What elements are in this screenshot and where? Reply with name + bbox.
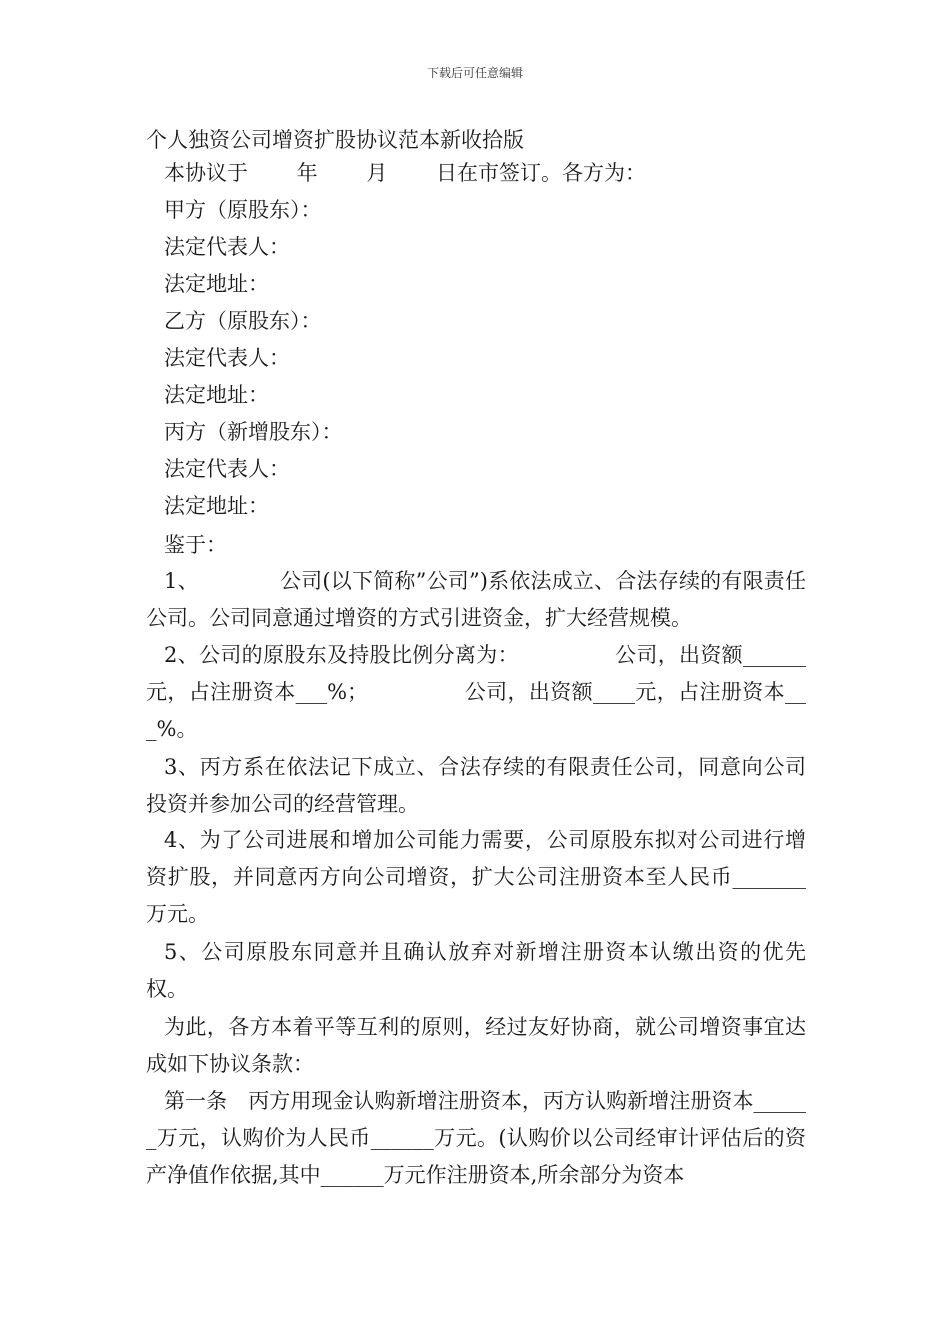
- article-1-paragraph: 第一条 丙方用现金认购新增注册资本，丙方认购新增注册资本______万元，认购价为人民币______万元。(认购价以公司经审计评估后的资产净值作依据,其中______万元作注册资本,所余部分为资本: [146, 1089, 806, 1187]
- whereas-heading: 鉴于：: [164, 533, 227, 557]
- party-a-address: 法定地址：: [164, 272, 269, 296]
- intro-line: 本协议于 年 月 日在市签订。各方为：: [164, 161, 647, 185]
- page-header-note: 下载后可任意编辑: [426, 66, 523, 80]
- party-b-representative: 法定代表人：: [164, 346, 290, 370]
- party-c-label: 丙方（新增股东）：: [164, 420, 343, 444]
- party-a-representative: 法定代表人：: [164, 235, 290, 259]
- party-b-address: 法定地址：: [164, 383, 269, 407]
- party-a-label: 甲方（原股东）：: [164, 198, 322, 222]
- whereas-item-2: 2、公司的原股东及持股比例分离为： 公司，出资额______元，占注册资本___%； 公司，出资额____元，占注册资本___%。: [146, 643, 806, 741]
- conclusion-paragraph: 为此，各方本着平等互利的原则，经过友好协商，就公司增资事宜达成如下协议条款：: [146, 1015, 806, 1076]
- document-title: 个人独资公司增资扩股协议范本新收拾版: [146, 128, 524, 152]
- party-c-address: 法定地址：: [164, 494, 269, 518]
- party-b-label: 乙方（原股东）：: [164, 309, 322, 333]
- whereas-item-1: 1、 公司(以下简称”公司”)系依法成立、合法存续的有限责任公司。公司同意通过增资的方式引进资金，扩大经营规模。: [146, 569, 806, 630]
- whereas-item-3: 3、丙方系在依法记下成立、合法存续的有限责任公司，同意向公司投资并参加公司的经营管理。: [146, 755, 806, 816]
- party-c-representative: 法定代表人：: [164, 457, 290, 481]
- whereas-item-5: 5、公司原股东同意并且确认放弃对新增注册资本认缴出资的优先权。: [146, 940, 806, 1001]
- whereas-item-4: 4、为了公司进展和增加公司能力需要，公司原股东拟对公司进行增资扩股，并同意丙方向公司增资，扩大公司注册资本至人民币_______万元。: [146, 828, 806, 926]
